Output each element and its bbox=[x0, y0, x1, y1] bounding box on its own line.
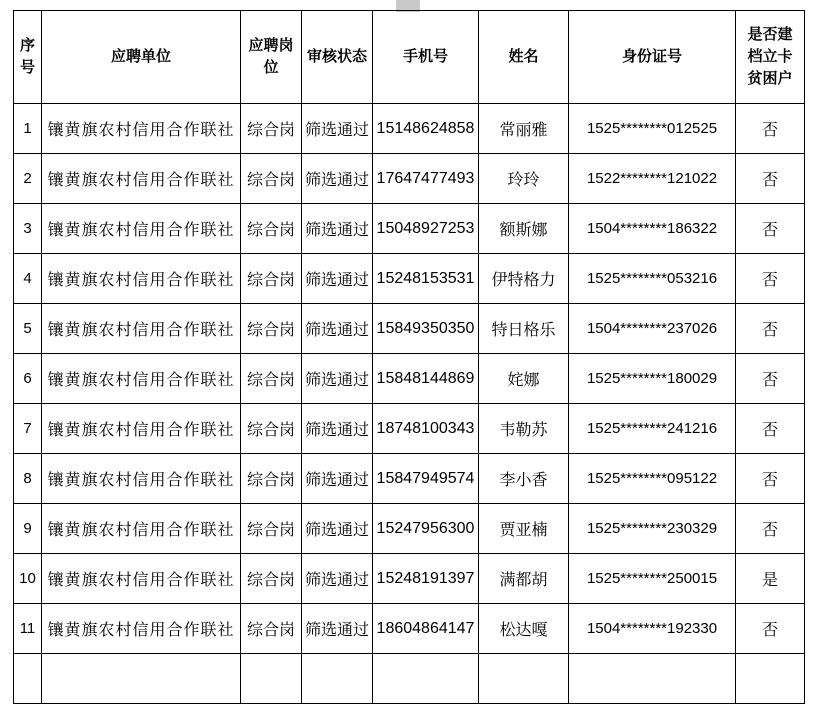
cell-unit: 镶黄旗农村信用合作联社 bbox=[42, 604, 241, 654]
cell-poverty: 否 bbox=[736, 154, 805, 204]
table-row bbox=[14, 104, 805, 154]
cell-name: 姹娜 bbox=[479, 354, 569, 404]
cell-name: 玲玲 bbox=[479, 154, 569, 204]
table-row bbox=[14, 404, 805, 454]
cell-status: 筛选通过 bbox=[302, 554, 373, 604]
cell-unit: 镶黄旗农村信用合作联社 bbox=[42, 154, 241, 204]
cell-poverty: 是 bbox=[736, 554, 805, 604]
col-header-name: 姓名 bbox=[479, 11, 569, 104]
cell-index: 11 bbox=[14, 604, 42, 654]
cell-unit bbox=[42, 654, 241, 704]
col-header-index: 序号 bbox=[14, 11, 42, 104]
cell-name: 特日格乐 bbox=[479, 304, 569, 354]
cell-status: 筛选通过 bbox=[302, 354, 373, 404]
col-header-phone: 手机号 bbox=[373, 11, 479, 104]
cell-id-number bbox=[569, 654, 736, 704]
cell-phone: 15248153531 bbox=[373, 254, 479, 304]
table-body bbox=[14, 104, 805, 704]
cell-id-number: 1525********053216 bbox=[569, 254, 736, 304]
cell-name: 李小香 bbox=[479, 454, 569, 504]
cell-position: 综合岗 bbox=[241, 204, 302, 254]
applicants-table bbox=[13, 10, 805, 704]
table-row bbox=[14, 554, 805, 604]
cell-index: 5 bbox=[14, 304, 42, 354]
cell-phone: 18604864147 bbox=[373, 604, 479, 654]
cell-index: 10 bbox=[14, 554, 42, 604]
table-row bbox=[14, 304, 805, 354]
cell-position: 综合岗 bbox=[241, 404, 302, 454]
cell-phone: 15849350350 bbox=[373, 304, 479, 354]
cell-unit: 镶黄旗农村信用合作联社 bbox=[42, 554, 241, 604]
cell-poverty: 否 bbox=[736, 254, 805, 304]
table-row bbox=[14, 204, 805, 254]
col-header-position: 应聘岗位 bbox=[241, 11, 302, 104]
cell-unit: 镶黄旗农村信用合作联社 bbox=[42, 104, 241, 154]
table-row bbox=[14, 154, 805, 204]
cell-name: 额斯娜 bbox=[479, 204, 569, 254]
cell-index: 9 bbox=[14, 504, 42, 554]
cell-position: 综合岗 bbox=[241, 604, 302, 654]
cell-index: 6 bbox=[14, 354, 42, 404]
cell-id-number: 1525********241216 bbox=[569, 404, 736, 454]
cell-index: 4 bbox=[14, 254, 42, 304]
cell-unit: 镶黄旗农村信用合作联社 bbox=[42, 454, 241, 504]
cell-name: 常丽雅 bbox=[479, 104, 569, 154]
cell-index: 7 bbox=[14, 404, 42, 454]
cell-position: 综合岗 bbox=[241, 104, 302, 154]
cell-id-number: 1504********186322 bbox=[569, 204, 736, 254]
cell-name bbox=[479, 654, 569, 704]
cell-poverty: 否 bbox=[736, 604, 805, 654]
cell-position: 综合岗 bbox=[241, 454, 302, 504]
cell-name: 满都胡 bbox=[479, 554, 569, 604]
cell-status: 筛选通过 bbox=[302, 504, 373, 554]
cell-poverty: 否 bbox=[736, 304, 805, 354]
cell-status: 筛选通过 bbox=[302, 304, 373, 354]
cell-index bbox=[14, 654, 42, 704]
cell-position: 综合岗 bbox=[241, 504, 302, 554]
cell-id-number: 1525********012525 bbox=[569, 104, 736, 154]
cell-position: 综合岗 bbox=[241, 154, 302, 204]
cell-unit: 镶黄旗农村信用合作联社 bbox=[42, 204, 241, 254]
cell-phone bbox=[373, 654, 479, 704]
cell-phone: 15247956300 bbox=[373, 504, 479, 554]
cell-status: 筛选通过 bbox=[302, 454, 373, 504]
cell-index: 3 bbox=[14, 204, 42, 254]
cell-id-number: 1525********095122 bbox=[569, 454, 736, 504]
col-header-poverty: 是否建档立卡贫困户 bbox=[736, 11, 805, 104]
cell-id-number: 1525********250015 bbox=[569, 554, 736, 604]
cell-poverty: 否 bbox=[736, 104, 805, 154]
cell-poverty: 否 bbox=[736, 454, 805, 504]
cell-status: 筛选通过 bbox=[302, 154, 373, 204]
cell-unit: 镶黄旗农村信用合作联社 bbox=[42, 504, 241, 554]
cell-phone: 18748100343 bbox=[373, 404, 479, 454]
cell-poverty bbox=[736, 654, 805, 704]
cell-poverty: 否 bbox=[736, 404, 805, 454]
col-header-id-number: 身份证号 bbox=[569, 11, 736, 104]
table-row bbox=[14, 504, 805, 554]
cell-status: 筛选通过 bbox=[302, 604, 373, 654]
table-row bbox=[14, 254, 805, 304]
cell-poverty: 否 bbox=[736, 204, 805, 254]
cell-phone: 15848144869 bbox=[373, 354, 479, 404]
col-header-unit: 应聘单位 bbox=[42, 11, 241, 104]
cell-unit: 镶黄旗农村信用合作联社 bbox=[42, 404, 241, 454]
cell-phone: 17647477493 bbox=[373, 154, 479, 204]
cell-position: 综合岗 bbox=[241, 354, 302, 404]
cell-id-number: 1525********230329 bbox=[569, 504, 736, 554]
partial-row bbox=[14, 654, 805, 704]
cell-index: 1 bbox=[14, 104, 42, 154]
cell-status: 筛选通过 bbox=[302, 254, 373, 304]
cell-id-number: 1504********237026 bbox=[569, 304, 736, 354]
cell-index: 8 bbox=[14, 454, 42, 504]
cell-position bbox=[241, 654, 302, 704]
cell-phone: 15248191397 bbox=[373, 554, 479, 604]
col-header-status: 审核状态 bbox=[302, 11, 373, 104]
cell-index: 2 bbox=[14, 154, 42, 204]
cell-name: 贾亚楠 bbox=[479, 504, 569, 554]
cell-unit: 镶黄旗农村信用合作联社 bbox=[42, 254, 241, 304]
cell-name: 松达嘎 bbox=[479, 604, 569, 654]
cell-name: 韦勒苏 bbox=[479, 404, 569, 454]
cell-name: 伊特格力 bbox=[479, 254, 569, 304]
cell-status: 筛选通过 bbox=[302, 104, 373, 154]
cell-poverty: 否 bbox=[736, 504, 805, 554]
cell-id-number: 1504********192330 bbox=[569, 604, 736, 654]
cell-phone: 15148624858 bbox=[373, 104, 479, 154]
cell-phone: 15048927253 bbox=[373, 204, 479, 254]
cell-unit: 镶黄旗农村信用合作联社 bbox=[42, 354, 241, 404]
cell-position: 综合岗 bbox=[241, 304, 302, 354]
cell-status: 筛选通过 bbox=[302, 404, 373, 454]
header-row bbox=[14, 11, 805, 104]
table-row bbox=[14, 354, 805, 404]
cell-poverty: 否 bbox=[736, 354, 805, 404]
cell-id-number: 1522********121022 bbox=[569, 154, 736, 204]
cell-status bbox=[302, 654, 373, 704]
cell-status: 筛选通过 bbox=[302, 204, 373, 254]
cell-id-number: 1525********180029 bbox=[569, 354, 736, 404]
cell-phone: 15847949574 bbox=[373, 454, 479, 504]
table-row bbox=[14, 454, 805, 504]
cell-unit: 镶黄旗农村信用合作联社 bbox=[42, 304, 241, 354]
cell-position: 综合岗 bbox=[241, 554, 302, 604]
table-row bbox=[14, 604, 805, 654]
cell-position: 综合岗 bbox=[241, 254, 302, 304]
